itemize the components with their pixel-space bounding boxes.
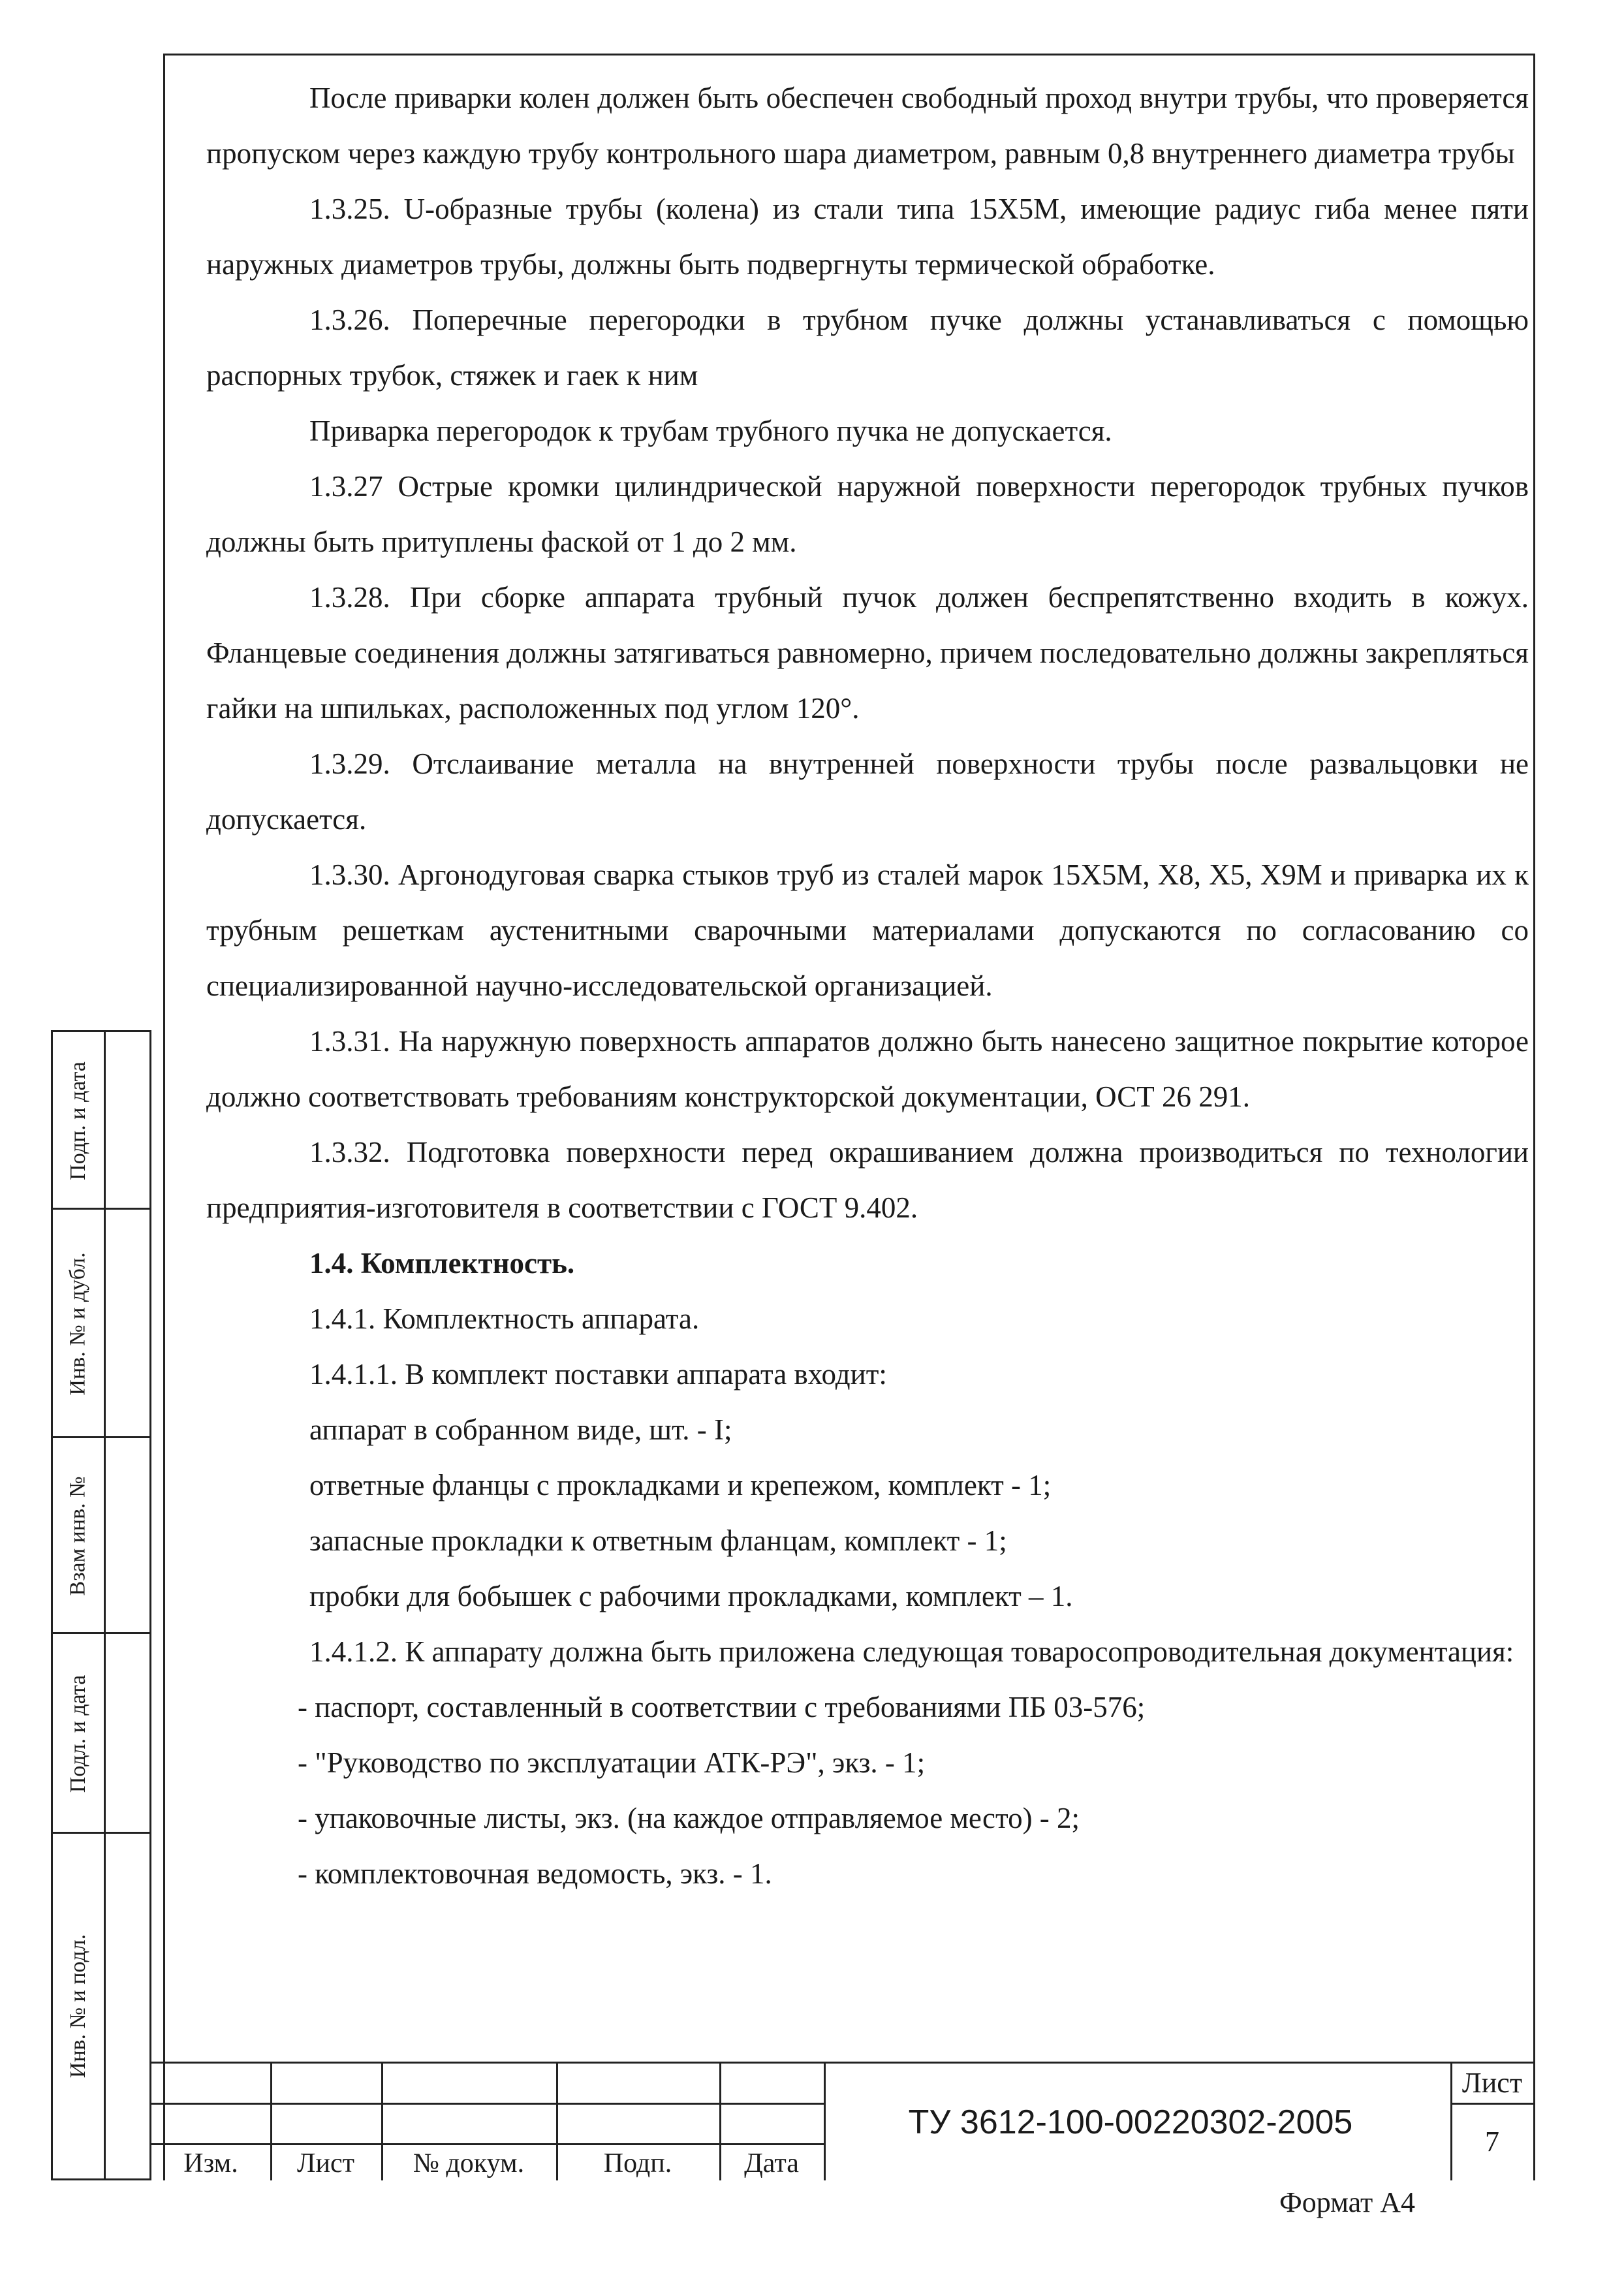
paragraph: После приварки колен должен быть обеспечен свободный проход внутри трубы, что проверяется пропуском через каждую трубу контрольного шара диаметром, равным 0,8 внутреннего диаметра трубы — [206, 82, 1529, 170]
side-strip — [51, 1030, 151, 2180]
list-item: - "Руководство по эксплуатации АТК-РЭ", экз. - 1; — [298, 1746, 926, 1779]
paragraph: 1.3.32. Подготовка поверхности перед окрашиванием должна производиться по технологии предприятия-изготовителя в соответствии с ГОСТ 9.402. — [206, 1136, 1529, 1224]
sheet-label: Лист — [1461, 2067, 1523, 2099]
side-label-inv-dup: Инв. № и дубл. — [66, 1252, 90, 1396]
document-code: ТУ 3612-100-00220302-2005 — [908, 2103, 1353, 2141]
side-label-repl-inv: Взам инв. № — [66, 1476, 91, 1596]
list-item: ответные фланцы с прокладками и крепежом, комплект - 1; — [309, 1469, 1052, 1501]
paragraph: Приварка перегородок к трубам трубного пучка не допускается. — [309, 415, 1112, 447]
side-cell-4 — [53, 1634, 149, 1834]
title-block — [151, 2062, 1535, 2180]
side-cell-1 — [53, 1032, 149, 1210]
paragraph: 1.3.29. Отслаивание металла на внутренней поверхности трубы после развальцовки не допускается. — [206, 747, 1529, 836]
paragraph: 1.3.31. На наружную поверхность аппаратов должно быть нанесено защитное покрытие которое должно соответствовать требованиям конструкторской документации, ОСТ 26 291. — [206, 1025, 1529, 1113]
sheet-number: 7 — [1485, 2126, 1499, 2158]
stamp-header-doc-no: № докум. — [413, 2148, 525, 2178]
format-label: Формат А4 — [1279, 2186, 1416, 2218]
stamp-header-change: Изм. — [183, 2148, 238, 2178]
side-label-inv-orig: Инв. № и подл. — [66, 1934, 91, 2079]
list-item: пробки для бобышек с рабочими прокладками, комплект – 1. — [309, 1580, 1073, 1612]
side-label-orig-date: Подл. и дата — [66, 1674, 91, 1793]
list-item: аппарат в собранном виде, шт. - I; — [309, 1413, 732, 1446]
paragraph: 1.3.30. Аргонодуговая сварка стыков труб из сталей марок 15Х5М, Х8, Х5, Х9М и приварка их к трубным решеткам аустенитными сварочными материалами допускаются по согласованию со специализированной научно-исследовательской организацией. — [206, 858, 1529, 1002]
side-cell-5 — [53, 1834, 149, 2178]
paragraph: 1.3.27 Острые кромки цилиндрической наружной поверхности перегородок трубных пучков должны быть притуплены фаской от 1 до 2 мм. — [206, 470, 1529, 558]
paragraph: 1.3.28. При сборке аппарата трубный пучок должен беспрепятственно входить в кожух. Фланцевые соединения должны затягиваться равномерно, причем последовательно должны закрепляться гайки на шпильках, расположенных под углом 120°. — [206, 581, 1529, 725]
paragraph: 1.4.1.1. В комплект поставки аппарата входит: — [309, 1358, 887, 1391]
side-cell-3 — [53, 1438, 149, 1634]
paragraph: 1.4.1. Комплектность аппарата. — [309, 1302, 700, 1335]
list-item: - паспорт, составленный в соответствии с требованиями ПБ 03-576; — [298, 1691, 1146, 1723]
stamp-header-date: Дата — [744, 2148, 799, 2178]
list-item: - комплектовочная ведомость, экз. - 1. — [298, 1857, 772, 1890]
list-item: - упаковочные листы, экз. (на каждое отправляемое место) - 2; — [298, 1802, 1080, 1834]
side-cell-2 — [53, 1210, 149, 1438]
list-item: запасные прокладки к ответным фланцам, комплект - 1; — [309, 1524, 1007, 1557]
paragraph: 1.3.26. Поперечные перегородки в трубном пучке должны устанавливаться с помощью распорных трубок, стяжек и гаек к ним — [206, 304, 1529, 392]
document-body — [206, 71, 1529, 1902]
paragraph: 1.3.25. U-образные трубы (колена) из стали типа 15Х5М, имеющие радиус гиба менее пяти наружных диаметров трубы, должны быть подвергнуты термической обработке. — [206, 193, 1529, 281]
stamp-header-sheet: Лист — [297, 2148, 354, 2178]
paragraph: 1.4.1.2. К аппарату должна быть приложена следующая товаросопроводительная документация: — [309, 1635, 1514, 1668]
section-heading: 1.4. Комплектность. — [309, 1247, 575, 1280]
stamp-header-signature: Подп. — [603, 2148, 672, 2178]
side-label-sign-date: Подп. и дата — [66, 1061, 91, 1180]
